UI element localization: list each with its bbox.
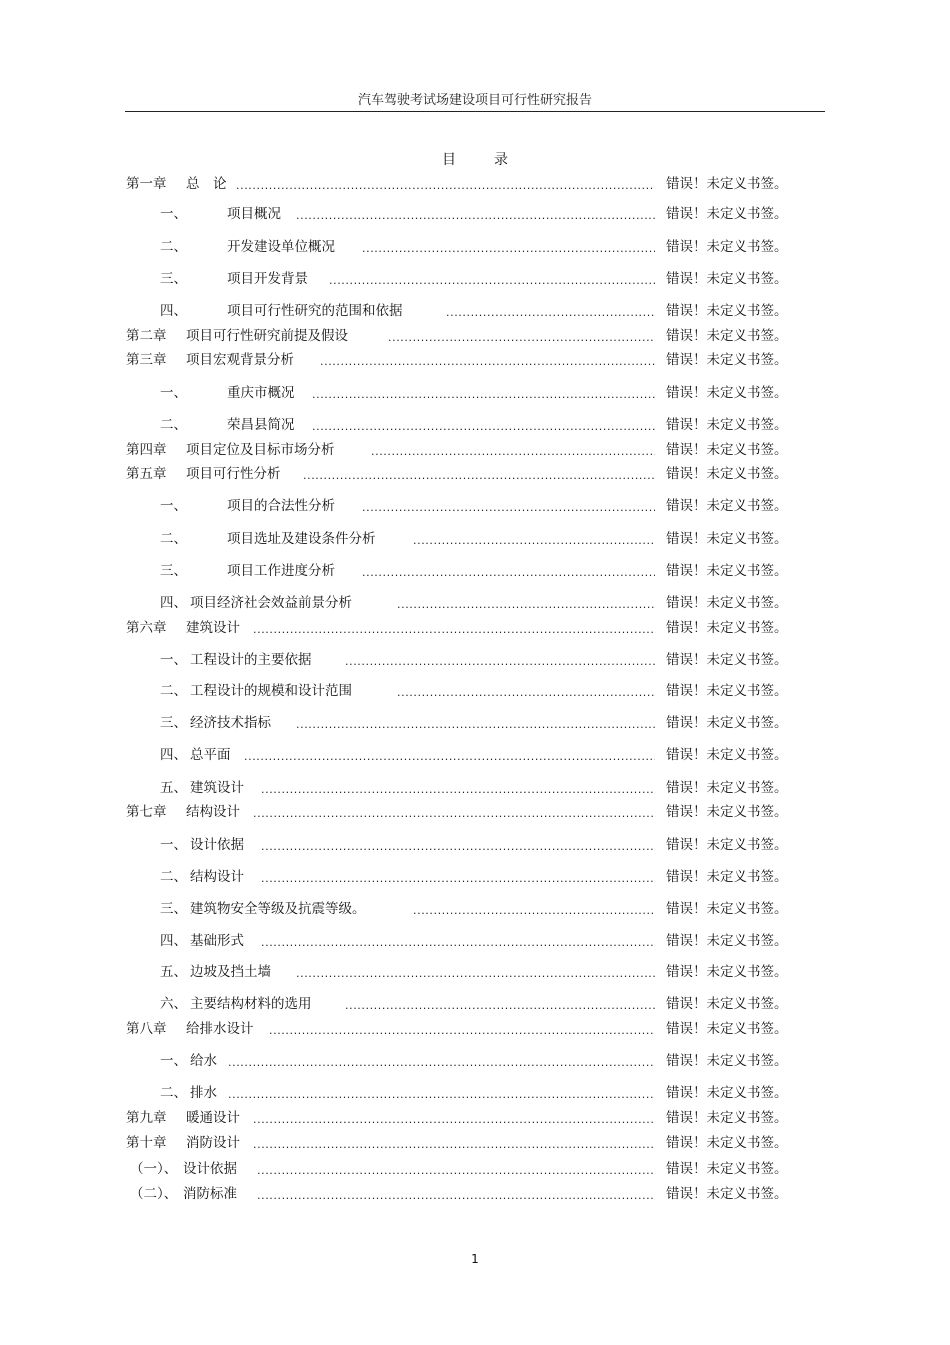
toc-entry[interactable] (0, 650, 950, 670)
toc-entry-label: 主要结构材料的选用 (190, 996, 312, 1012)
toc-page-ref: 错误！未定义书签。 (666, 563, 788, 579)
toc-entry-number: （一）、 (130, 1161, 178, 1177)
toc-entry-label: 工程设计的主要依据 (190, 652, 312, 668)
toc-page-ref: 错误！未定义书签。 (666, 747, 788, 763)
toc-leader-dots (269, 1019, 655, 1039)
toc-entry-label: 项目选址及建设条件分析 (227, 531, 376, 547)
toc-entry-number: 第一章 (126, 176, 167, 192)
toc-page-ref: 错误！未定义书签。 (666, 652, 788, 668)
toc-entry-label: 项目可行性分析 (186, 466, 281, 482)
toc-leader-dots (253, 618, 655, 638)
toc-page-ref: 错误！未定义书签。 (666, 442, 788, 458)
toc-entry-number: 一、 (160, 837, 187, 853)
toc-entry[interactable] (0, 269, 950, 289)
toc-entry-number: 二、 (160, 869, 187, 885)
toc-page-ref: 错误！未定义书签。 (666, 1135, 788, 1151)
toc-leader-dots (312, 383, 655, 403)
toc-leader-dots (362, 496, 655, 516)
toc-entry-label: 重庆市概况 (227, 385, 295, 401)
toc-leader-dots (345, 994, 655, 1014)
toc-entry-label: 建筑设计 (186, 620, 240, 636)
toc-entry-number: 二、 (160, 1085, 187, 1101)
toc-entry[interactable] (0, 383, 950, 403)
toc-leader-dots (228, 1083, 655, 1103)
toc-leader-dots (261, 931, 655, 951)
toc-page-ref: 错误！未定义书签。 (666, 385, 788, 401)
toc-entry-number: 第二章 (126, 328, 167, 344)
toc-page-ref: 错误！未定义书签。 (666, 1085, 788, 1101)
toc-entry[interactable] (0, 301, 950, 321)
toc-page-ref: 错误！未定义书签。 (666, 933, 788, 949)
toc-entry[interactable] (0, 618, 950, 638)
toc-entry[interactable] (0, 778, 950, 798)
toc-entry-number: 一、 (160, 206, 187, 222)
toc-entry-number: 一、 (160, 498, 187, 514)
toc-page-ref: 错误！未定义书签。 (666, 466, 788, 482)
toc-leader-dots (253, 802, 655, 822)
toc-page-ref: 错误！未定义书签。 (666, 1021, 788, 1037)
toc-title: 目录 (442, 152, 546, 168)
toc-entry[interactable] (0, 529, 950, 549)
toc-leader-dots (397, 593, 655, 613)
toc-leader-dots (261, 778, 655, 798)
toc-entry-label: 消防设计 (186, 1135, 240, 1151)
toc-entry-label: 项目开发背景 (227, 271, 308, 287)
toc-entry[interactable] (0, 593, 950, 613)
toc-entry-number: 第三章 (126, 352, 167, 368)
toc-entry-label: 结构设计 (190, 869, 244, 885)
toc-page-ref: 错误！未定义书签。 (666, 996, 788, 1012)
toc-entry-number: 第十章 (126, 1135, 167, 1151)
toc-leader-dots (257, 1184, 655, 1204)
toc-page-ref: 错误！未定义书签。 (666, 901, 788, 917)
toc-entry[interactable] (0, 237, 950, 257)
toc-entry-label: 设计依据 (190, 837, 244, 853)
toc-page-ref: 错误！未定义书签。 (666, 620, 788, 636)
toc-entry-label: 建筑设计 (190, 780, 244, 796)
toc-page-ref: 错误！未定义书签。 (666, 498, 788, 514)
toc-page-ref: 错误！未定义书签。 (666, 837, 788, 853)
toc-page-ref: 错误！未定义书签。 (666, 869, 788, 885)
toc-page-ref: 错误！未定义书签。 (666, 595, 788, 611)
toc-entry-number: 第九章 (126, 1110, 167, 1126)
toc-entry-number: 一、 (160, 385, 187, 401)
toc-leader-dots (413, 529, 655, 549)
toc-entry[interactable] (0, 681, 950, 701)
toc-entry[interactable] (0, 440, 950, 460)
toc-page-ref: 错误！未定义书签。 (666, 715, 788, 731)
toc-page-ref: 错误！未定义书签。 (666, 1186, 788, 1202)
toc-entry-number: 第六章 (126, 620, 167, 636)
toc-entry-number: 一、 (160, 1053, 187, 1069)
toc-entry-label: 项目可行性研究的范围和依据 (227, 303, 403, 319)
page-number: 1 (471, 1252, 479, 1266)
toc-entry-number: 第八章 (126, 1021, 167, 1037)
toc-entry-label: 工程设计的规模和设计范围 (190, 683, 352, 699)
toc-leader-dots (253, 1133, 655, 1153)
toc-entry-label: 排水 (190, 1085, 217, 1101)
toc-entry-label: 荣昌县简况 (227, 417, 295, 433)
toc-entry-number: 二、 (160, 239, 187, 255)
toc-leader-dots (257, 1159, 655, 1179)
toc-entry[interactable] (0, 745, 950, 765)
toc-page-ref: 错误！未定义书签。 (666, 328, 788, 344)
toc-entry[interactable] (0, 204, 950, 224)
toc-entry-number: 第七章 (126, 804, 167, 820)
toc-entry-number: 三、 (160, 715, 187, 731)
toc-leader-dots (446, 301, 655, 321)
toc-entry-label: 给排水设计 (186, 1021, 254, 1037)
toc-entry[interactable] (0, 1159, 950, 1179)
toc-page-ref: 错误！未定义书签。 (666, 1161, 788, 1177)
toc-entry-label: 总平面 (190, 747, 231, 763)
toc-entry-number: 四、 (160, 747, 187, 763)
toc-leader-dots (362, 237, 655, 257)
toc-entry-number: 三、 (160, 901, 187, 917)
toc-entry-number: 五、 (160, 964, 187, 980)
toc-leader-dots (388, 326, 655, 346)
toc-entry-label: 项目经济社会效益前景分析 (190, 595, 352, 611)
toc-entry-label: 消防标准 (183, 1186, 237, 1202)
toc-entry[interactable] (0, 1083, 950, 1103)
toc-entry-label: 项目概况 (227, 206, 281, 222)
toc-entry[interactable] (0, 1184, 950, 1204)
toc-leader-dots (362, 561, 655, 581)
toc-entry[interactable] (0, 1051, 950, 1071)
toc-leader-dots (413, 899, 655, 919)
toc-leader-dots (303, 464, 655, 484)
toc-leader-dots (371, 440, 655, 460)
toc-entry[interactable] (0, 1019, 950, 1039)
toc-entry-number: 二、 (160, 683, 187, 699)
toc-leader-dots (312, 415, 655, 435)
toc-entry-label: 开发建设单位概况 (227, 239, 335, 255)
toc-page-ref: 错误！未定义书签。 (666, 206, 788, 222)
toc-entry-number: 四、 (160, 303, 187, 319)
toc-entry[interactable] (0, 802, 950, 822)
toc-page-ref: 错误！未定义书签。 (666, 531, 788, 547)
toc-entry[interactable] (0, 962, 950, 982)
toc-entry-number: 三、 (160, 271, 187, 287)
running-header: 汽车驾驶考试场建设项目可行性研究报告 (357, 93, 592, 108)
toc-entry-label: 基础形式 (190, 933, 244, 949)
toc-page-ref: 错误！未定义书签。 (666, 417, 788, 433)
toc-entry[interactable] (0, 326, 950, 346)
toc-leader-dots (253, 1108, 655, 1128)
toc-entry[interactable] (0, 561, 950, 581)
toc-page-ref: 错误！未定义书签。 (666, 1053, 788, 1069)
toc-entry[interactable] (0, 931, 950, 951)
toc-entry-number: 三、 (160, 563, 187, 579)
toc-page-ref: 错误！未定义书签。 (666, 780, 788, 796)
toc-entry[interactable] (0, 899, 950, 919)
toc-page-ref: 错误！未定义书签。 (666, 964, 788, 980)
toc-leader-dots (228, 1051, 655, 1071)
toc-page-ref: 错误！未定义书签。 (666, 271, 788, 287)
toc-entry[interactable] (0, 713, 950, 733)
toc-entry-label: 项目工作进度分析 (227, 563, 335, 579)
toc-entry-number: 一、 (160, 652, 187, 668)
toc-leader-dots (329, 269, 655, 289)
toc-leader-dots (244, 745, 655, 765)
toc-entry-label: 给水 (190, 1053, 217, 1069)
toc-page-ref: 错误！未定义书签。 (666, 352, 788, 368)
toc-entry[interactable] (0, 464, 950, 484)
toc-leader-dots (261, 835, 655, 855)
toc-entry-number: 四、 (160, 595, 187, 611)
toc-entry[interactable] (0, 994, 950, 1014)
toc-entry-number: 第四章 (126, 442, 167, 458)
toc-leader-dots (320, 350, 655, 370)
toc-entry[interactable] (0, 496, 950, 516)
toc-page-ref: 错误！未定义书签。 (666, 239, 788, 255)
toc-entry-label: 结构设计 (186, 804, 240, 820)
toc-page-ref: 错误！未定义书签。 (666, 303, 788, 319)
toc-page-ref: 错误！未定义书签。 (666, 683, 788, 699)
toc-entry-label: 暖通设计 (186, 1110, 240, 1126)
toc-entry[interactable] (0, 1133, 950, 1153)
toc-page-ref: 错误！未定义书签。 (666, 1110, 788, 1126)
toc-entry-number: 四、 (160, 933, 187, 949)
toc-entry-number: 二、 (160, 417, 187, 433)
toc-entry-number: 六、 (160, 996, 187, 1012)
toc-entry-label: 项目宏观背景分析 (186, 352, 294, 368)
toc-entry-number: 五、 (160, 780, 187, 796)
toc-entry-label: 总 论 (186, 176, 227, 192)
toc-leader-dots (397, 681, 655, 701)
toc-entry[interactable] (0, 1108, 950, 1128)
toc-entry-label: 项目的合法性分析 (227, 498, 335, 514)
toc-leader-dots (345, 650, 655, 670)
toc-entry-label: 设计依据 (183, 1161, 237, 1177)
toc-page-ref: 错误！未定义书签。 (666, 176, 788, 192)
toc-leader-dots (296, 713, 655, 733)
toc-entry-label: 经济技术指标 (190, 715, 271, 731)
toc-entry-label: 项目可行性研究前提及假设 (186, 328, 348, 344)
toc-leader-dots (236, 174, 655, 194)
toc-entry[interactable] (0, 835, 950, 855)
toc-entry[interactable] (0, 867, 950, 887)
toc-entry[interactable] (0, 350, 950, 370)
toc-entry-label: 建筑物安全等级及抗震等级。 (190, 901, 366, 917)
header-rule (125, 111, 825, 112)
toc-leader-dots (296, 204, 655, 224)
toc-leader-dots (261, 867, 655, 887)
toc-entry[interactable] (0, 174, 950, 194)
toc-entry-number: （二）、 (130, 1186, 178, 1202)
toc-entry[interactable] (0, 415, 950, 435)
toc-entry-number: 二、 (160, 531, 187, 547)
toc-page-ref: 错误！未定义书签。 (666, 804, 788, 820)
toc-entry-label: 边坡及挡土墙 (190, 964, 271, 980)
toc-entry-number: 第五章 (126, 466, 167, 482)
toc-leader-dots (296, 962, 655, 982)
toc-entry-label: 项目定位及目标市场分析 (186, 442, 335, 458)
